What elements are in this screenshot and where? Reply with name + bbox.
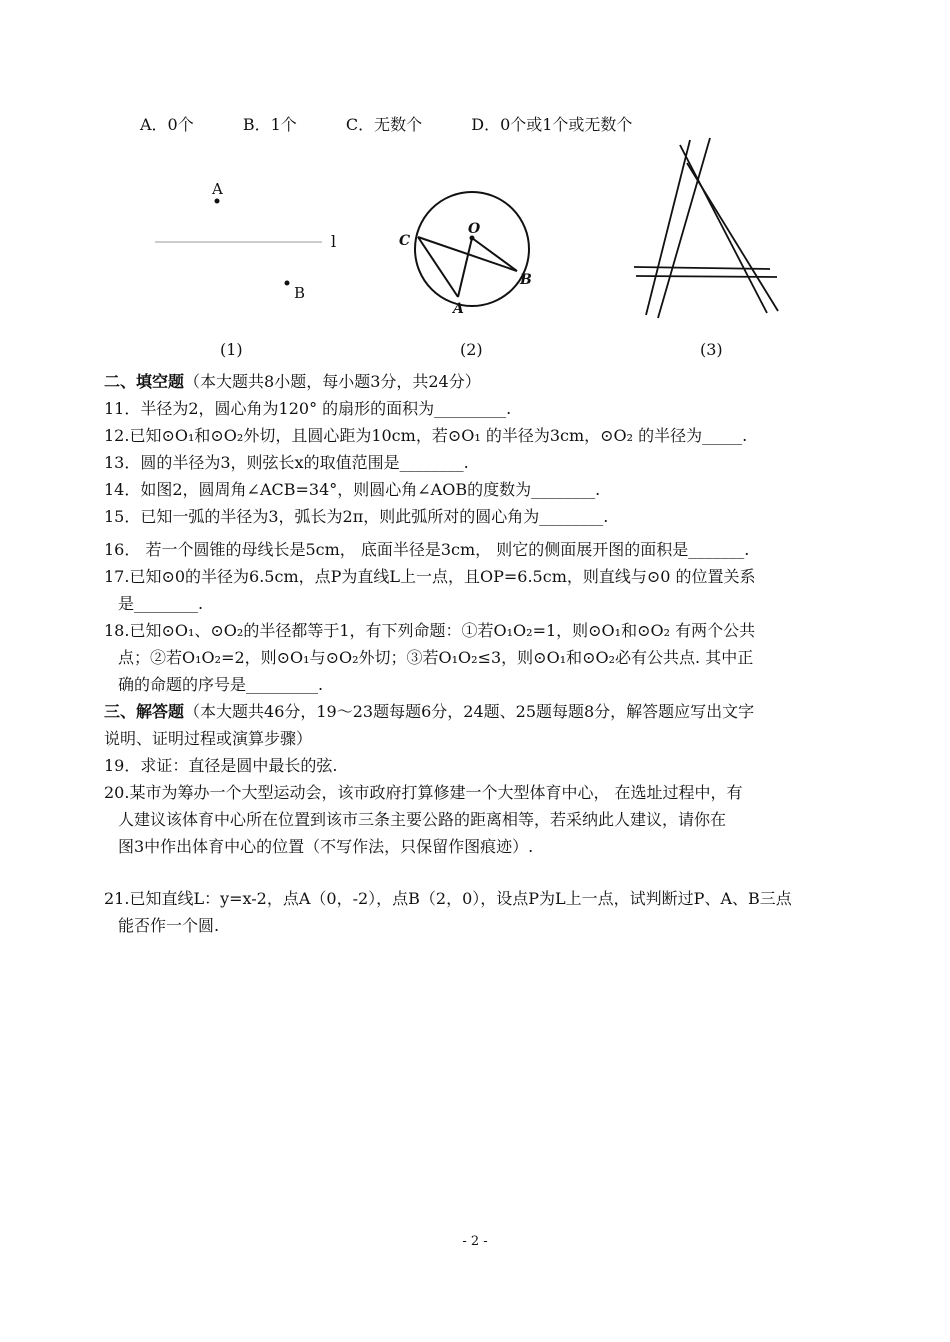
question-20-line-3: 图3中作出体育中心的位置（不写作法，只保留作图痕迹）.: [118, 837, 534, 856]
question-18-line-2: 点；②若O₁O₂=2，则⊙O₁与⊙O₂外切；③若O₁O₂≤3，则⊙O₁和⊙O₂必有公共点. 其中正: [118, 648, 754, 667]
question-20-line-2: 人建议该体育中心所在位置到该市三条主要公路的距离相等，若采纳此人建议，请你在: [118, 810, 727, 829]
section-3-note: （本大题共46分，19～23题每题6分，24题、25题每题8分，解答题应写出文字: [184, 702, 755, 721]
question-19: 19．求证：直径是圆中最长的弦.: [104, 756, 338, 775]
question-18-line-3: 确的命题的序号是_________.: [118, 675, 324, 694]
question-17-line-2: 是________.: [118, 594, 204, 613]
fig1-point-a-label: A: [212, 180, 223, 198]
fig2-label-b: B: [520, 272, 532, 288]
question-12: 12.已知⊙O₁和⊙O₂外切，且圆心距为10cm，若⊙O₁ 的半径为3cm，⊙O₂ 的半径为_____.: [104, 426, 748, 445]
figure-3: [630, 135, 790, 325]
section-2-heading: [104, 368, 864, 395]
option-b: B．1个: [242, 115, 297, 134]
question-20-line-1: 20.某市为筹办一个大型运动会，该市政府打算修建一个大型体育中心， 在选址过程中，有: [104, 783, 743, 802]
fig1-point-b: [285, 281, 290, 286]
page-number: - 2 -: [462, 1234, 488, 1249]
fig2-label-c: C: [399, 233, 411, 249]
fig2-caption: (2): [460, 340, 483, 359]
fig3-caption: (3): [700, 340, 723, 359]
option-d: D．0个或1个或无数个: [471, 115, 633, 134]
fig1-caption: (1): [220, 340, 243, 359]
section-3-note-2: 说明、证明过程或演算步骤）: [104, 729, 313, 748]
fig2-label-o: O: [468, 221, 481, 237]
question-13: 13．圆的半径为3，则弦长x的取值范围是________.: [104, 453, 469, 472]
spacer: [104, 860, 864, 885]
question-11: 11．半径为2，圆心角为120° 的扇形的面积为_________.: [104, 399, 512, 418]
question-18-line-1: 18.已知⊙O₁、⊙O₂的半径都等于1，有下列命题：①若O₁O₂=1，则⊙O₁和⊙O₂ 有两个公共: [104, 621, 756, 640]
fig2-circle: [415, 192, 529, 306]
question-17-line-1: 17.已知⊙0的半径为6.5cm，点P为直线L上一点，且OP=6.5cm，则直线与⊙0 的位置关系: [104, 567, 756, 586]
section-3-title: 三、解答题: [104, 702, 185, 721]
question-15: 15．已知一弧的半径为3，弧长为2π，则此弧所对的圆心角为________.: [104, 507, 609, 526]
question-21-line-2: 能否作一个圆.: [118, 916, 220, 935]
question-16: 16． 若一个圆锥的母线长是5cm， 底面半径是3cm， 则它的侧面展开图的面积是_______.: [104, 540, 750, 559]
section-2-title: 二、填空题: [104, 372, 185, 391]
option-c: C．无数个: [345, 115, 423, 134]
figure-2: [390, 180, 560, 320]
answer-options: [140, 112, 676, 135]
figure-1: [140, 170, 370, 310]
question-21-line-1: 21.已知直线L：y=x-2，点A（0，-2），点B（2，0），设点P为L上一点，试判断过P、A、B三点: [104, 889, 792, 908]
question-content: [104, 368, 864, 939]
fig2-label-a: A: [453, 301, 464, 317]
fig1-line-label: l: [331, 232, 337, 251]
fig1-point-b-label: B: [294, 284, 306, 302]
section-2-note: （本大题共8小题，每小题3分，共24分）: [184, 372, 481, 391]
section-3-heading: [104, 698, 864, 725]
question-14: 14．如图2，圆周角∠ACB=34°，则圆心角∠AOB的度数为________.: [104, 480, 601, 499]
fig1-point-a: [215, 199, 220, 204]
option-a: A．0个: [140, 115, 194, 134]
